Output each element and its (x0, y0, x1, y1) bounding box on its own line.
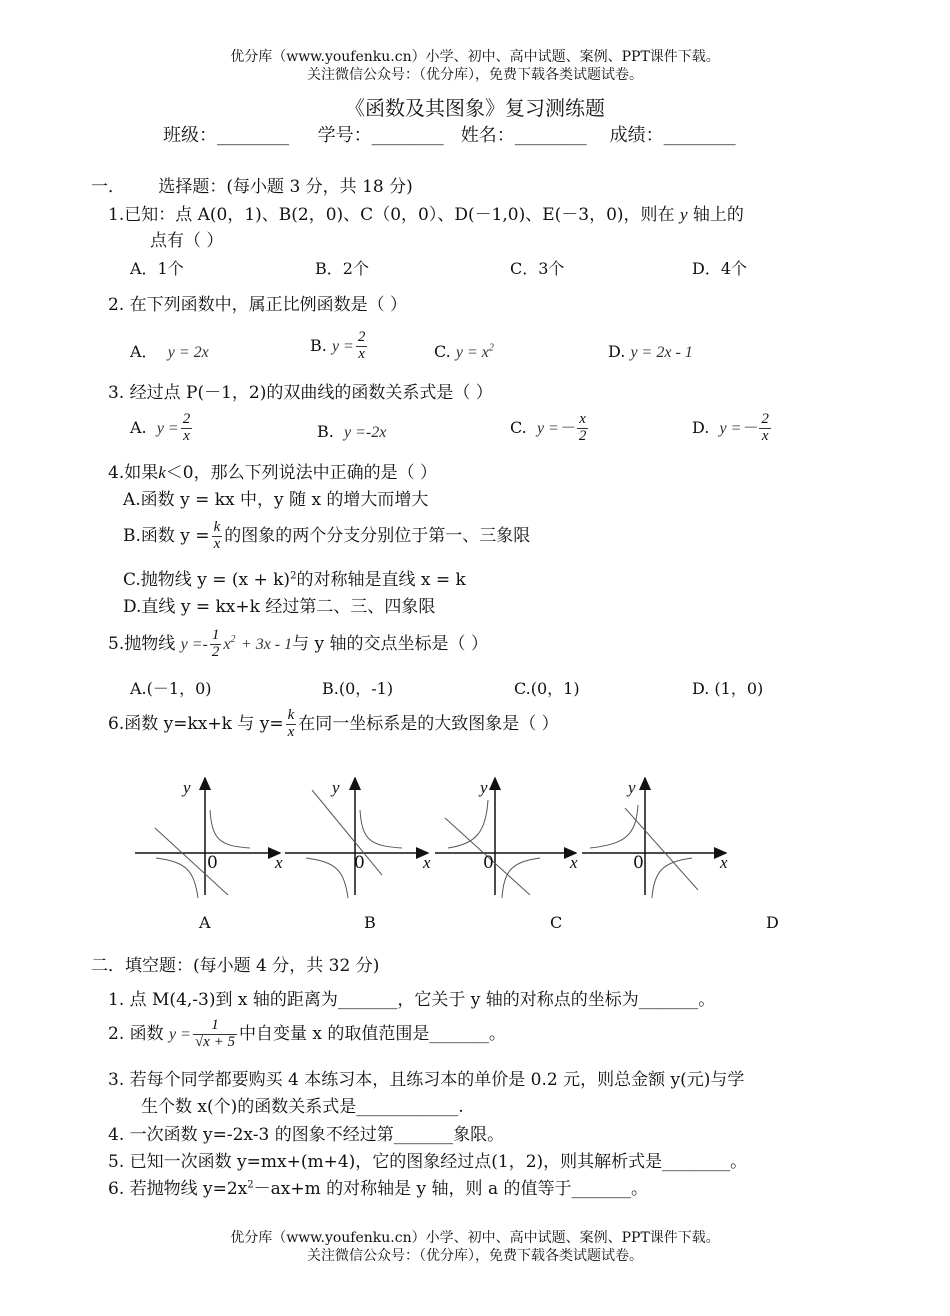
footer-line-2: 关注微信公众号：（优分库），免费下载各类试题试卷。 (307, 1248, 643, 1264)
name-blank[interactable]: ________ (514, 125, 587, 146)
score-label: 成绩： (609, 125, 664, 146)
q5-stem: 5.抛物线 y =- $\frac{1}{2}$ $x^2 + 3x - 1$与 y 轴的交点坐标是（ ） (108, 627, 488, 660)
q3-stem: 3. 经过点 P(－1，2)的双曲线的函数关系式是（ ） (108, 383, 493, 403)
section-1-title: 选择题：(每小题 3 分，共 18 分) (158, 177, 413, 197)
graph-c-caption[interactable]: C (550, 913, 563, 932)
q6-stem: 6.函数 y=kx+k 与 y= $\frac{k}{x}$ 在同一坐标系是的大致图象是（ ） (108, 707, 559, 740)
q4-option-d[interactable]: D.直线 y = kx+k 经过第二、三、四象限 (123, 597, 436, 617)
q3-option-a[interactable]: A. y = $\frac{2}{x}$ (130, 411, 191, 444)
q3-option-b[interactable]: B. y =-2x (317, 422, 387, 441)
fill-q5: 5. 已知一次函数 y=mx+(m+4)，它的图象经过点(1，2)，则其解析式是________。 (108, 1152, 748, 1172)
q2-stem: 2. 在下列函数中，属正比例函数是（ ） (108, 295, 408, 315)
graph-c-origin: 0 (483, 853, 494, 873)
q1-text-a: 1.已知：点 A(0，1)、B(2，0)、C（0，0）、D(－1,0)、E(－3，0)，则在 (108, 205, 675, 225)
q5-option-c[interactable]: C.(0，1) (514, 679, 580, 698)
q1-line-1 (108, 205, 744, 225)
q1-option-d[interactable]: D．4个 (692, 259, 748, 278)
id-label: 学号： (317, 125, 372, 146)
q3-option-d[interactable]: D. y =－ $\frac{2}{x}$ (692, 411, 769, 444)
fill-q2: 2. 函数 y = $\frac{1}{√x + 5}$ 中自变量 x 的取值范围是_______。 (108, 1017, 506, 1050)
student-info-row (163, 125, 736, 147)
graph-c-x-label: x (570, 853, 578, 872)
graph-b-origin: 0 (354, 853, 365, 873)
graph-d-origin: 0 (633, 853, 644, 873)
q1-option-a[interactable]: A．1个 (130, 259, 184, 278)
footer-line-1: 优分库（www.youfenku.cn）小学、初中、高中试题、案例、PPT课件下载。 (230, 1230, 720, 1246)
q1-line-2: 点有（ ） (150, 231, 224, 251)
q1-var-y: y (679, 205, 688, 224)
q2-option-d[interactable]: D. y = 2x - 1 (608, 342, 693, 361)
q2-option-c[interactable]: C. $y = x^2$ (434, 342, 494, 361)
q4-option-c[interactable]: C.抛物线 $y = (x + k)^2$的对称轴是直线 x = k (123, 570, 466, 590)
graph-a-x-label: x (275, 853, 283, 872)
graph-b-x-label: x (423, 853, 431, 872)
graph-d-caption[interactable]: D (766, 913, 779, 932)
graph-a-origin: 0 (207, 853, 218, 873)
q4-stem: 4.如果k＜0，那么下列说法中正确的是（ ） (108, 463, 438, 483)
class-blank[interactable]: ________ (217, 125, 289, 146)
score-blank[interactable]: ________ (663, 125, 736, 146)
graph-c-y-label: y (480, 778, 488, 797)
name-label: 姓名： (460, 125, 515, 146)
graph-d-x-label: x (720, 853, 728, 872)
q1-option-b[interactable]: B．2个 (315, 259, 369, 278)
q3-option-c[interactable]: C. y =－ $\frac{x}{2}$ (510, 411, 587, 444)
graph-d[interactable] (582, 778, 726, 898)
graph-c[interactable] (435, 778, 576, 898)
fill-q4: 4. 一次函数 y=-2x-3 的图象不经过第_______象限。 (108, 1125, 505, 1145)
id-blank[interactable]: ________ (371, 125, 444, 146)
class-label: 班级： (163, 125, 217, 146)
q1-option-c[interactable]: C．3个 (510, 259, 565, 278)
graph-a-caption[interactable]: A (199, 913, 211, 932)
q1-text-b: 轴上的 (692, 205, 744, 225)
graph-b[interactable] (285, 778, 428, 898)
q2-option-a[interactable]: A． y = 2x (130, 342, 209, 361)
fill-q3-line-2: 生个数 x(个)的函数关系式是____________. (141, 1097, 464, 1117)
fill-q1: 1. 点 M(4,-3)到 x 轴的距离为_______，它关于 y 轴的对称点的坐标为_______。 (108, 990, 716, 1010)
header-line-1: 优分库（www.youfenku.cn）小学、初中、高中试题、案例、PPT课件下载。 (230, 49, 720, 65)
q5-option-b[interactable]: B.(0，-1) (322, 679, 394, 698)
q4-option-a[interactable]: A.函数 y = kx 中，y 随 x 的增大而增大 (123, 490, 429, 510)
fill-q6: 6. 若抛物线 $y=2x^2-ax+m$ 的对称轴是 y 轴，则 a 的值等于_______。 (108, 1179, 649, 1199)
q6-graphs (120, 770, 760, 900)
page-title: 《函数及其图象》复习测练题 (345, 96, 605, 120)
q2-option-b[interactable]: B. y = $\frac{2}{x}$ (310, 329, 366, 362)
q5-option-a[interactable]: A.(－1，0) (130, 679, 212, 698)
section-1-num: 一． (91, 177, 125, 197)
graph-a[interactable] (135, 778, 280, 898)
header-line-2: 关注微信公众号：（优分库），免费下载各类试题试卷。 (307, 67, 643, 83)
section-1-heading (91, 177, 413, 197)
fill-q3-line-1: 3. 若每个同学都要购买 4 本练习本，且练习本的单价是 0.2 元，则总金额 y(元)与学 (108, 1070, 745, 1090)
graph-b-caption[interactable]: B (364, 913, 376, 932)
graph-d-y-label: y (628, 778, 636, 797)
graph-b-y-label: y (332, 778, 340, 797)
q5-option-d[interactable]: D. (1，0) (692, 679, 764, 698)
graph-a-y-label: y (183, 778, 191, 797)
section-2-heading: 二．填空题：(每小题 4 分，共 32 分) (91, 956, 380, 976)
q4-option-b[interactable]: B.函数 y = $\frac{k}{x}$ 的图象的两个分支分别位于第一、三象限 (123, 519, 531, 552)
